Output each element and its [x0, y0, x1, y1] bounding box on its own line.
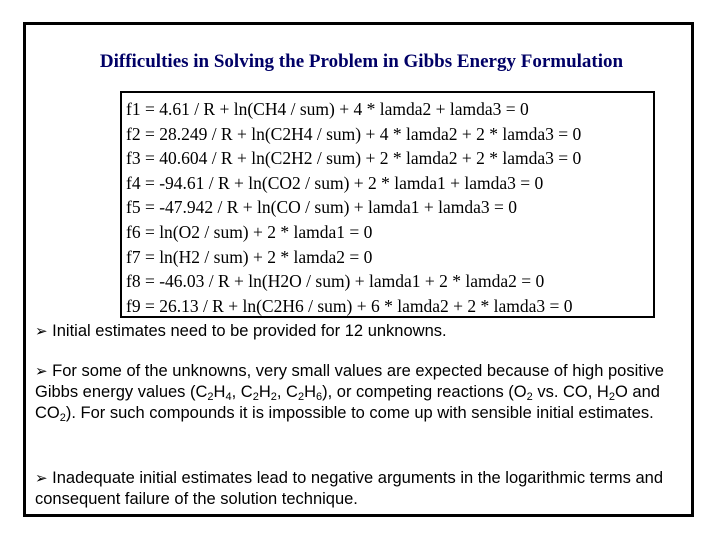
- bullet-small-values: [35, 361, 695, 424]
- bullet-text: Inadequate initial estimates lead to negative arguments in the logarithmic terms and consequent failure of the solution technique.: [35, 469, 664, 508]
- arrow-bullet-icon: ➢: [35, 322, 48, 340]
- element-symbol: H: [258, 383, 271, 401]
- equation-f4: f4 = -94.61 / R + ln(CO2 / sum) + 2 * lamda1 + lamda3 = 0: [126, 172, 544, 193]
- subscript: 2: [207, 391, 214, 403]
- subscript: 4: [225, 391, 232, 403]
- equation-f1: f1 = 4.61 / R + ln(CH4 / sum) + 4 * lamda2 + lamda3 = 0: [126, 99, 529, 119]
- separator: , C: [231, 383, 253, 401]
- arrow-bullet-icon: ➢: [35, 362, 48, 380]
- separator: , C: [276, 383, 298, 401]
- bullet-text: Initial estimates need to be provided for 12 unknowns.: [52, 322, 447, 340]
- equation-f3: f3 = 40.604 / R + ln(C2H2 / sum) + 2 * lamda2 + 2 * lamda3 = 0: [126, 148, 582, 169]
- bullet-initial-estimates: [35, 321, 695, 342]
- element-symbol: H: [213, 383, 226, 401]
- equation-f2: f2 = 28.249 / R + ln(C2H4 / sum) + 4 * lamda2 + 2 * lamda3 = 0: [126, 123, 582, 144]
- arrow-bullet-icon: ➢: [35, 469, 48, 487]
- equation-f7: f7 = ln(H2 / sum) + 2 * lamda2 = 0: [126, 246, 373, 267]
- bullet-text: vs. CO, H: [532, 383, 609, 401]
- equation-f6: f6 = ln(O2 / sum) + 2 * lamda1 = 0: [126, 221, 373, 242]
- bullet-text: O and CO: [35, 383, 660, 422]
- slide-title: Difficulties in Solving the Problem in Gibbs Energy Formulation: [99, 51, 624, 72]
- element-symbol: H: [304, 383, 316, 401]
- subscript: 2: [270, 391, 277, 403]
- subscript: 2: [297, 391, 305, 403]
- slide-frame: [23, 22, 694, 517]
- subscript: 2: [59, 412, 66, 424]
- bullet-text: ), or competing reactions (O: [322, 383, 527, 401]
- subscript: 6: [316, 391, 323, 403]
- bullet-text: ). For such compounds it is impossible to come up with sensible initial estimates.: [65, 404, 654, 422]
- equation-f8: f8 = -46.03 / R + ln(H2O / sum) + lamda1 + 2 * lamda2 = 0: [126, 271, 545, 292]
- subscript: 2: [608, 391, 615, 403]
- bullet-text: For some of the unknowns, very small values are expected because of high positive Gibbs energy values (C: [35, 362, 664, 401]
- equations-box: [120, 91, 655, 318]
- subscript: 2: [526, 391, 533, 403]
- bullet-inadequate-estimates: [35, 468, 695, 510]
- equation-f9: f9 = 26.13 / R + ln(C2H6 / sum) + 6 * lamda2 + 2 * lamda3 = 0: [126, 295, 573, 316]
- subscript: 2: [252, 391, 259, 403]
- equation-f5: f5 = -47.942 / R + ln(CO / sum) + lamda1 + lamda3 = 0: [126, 197, 518, 218]
